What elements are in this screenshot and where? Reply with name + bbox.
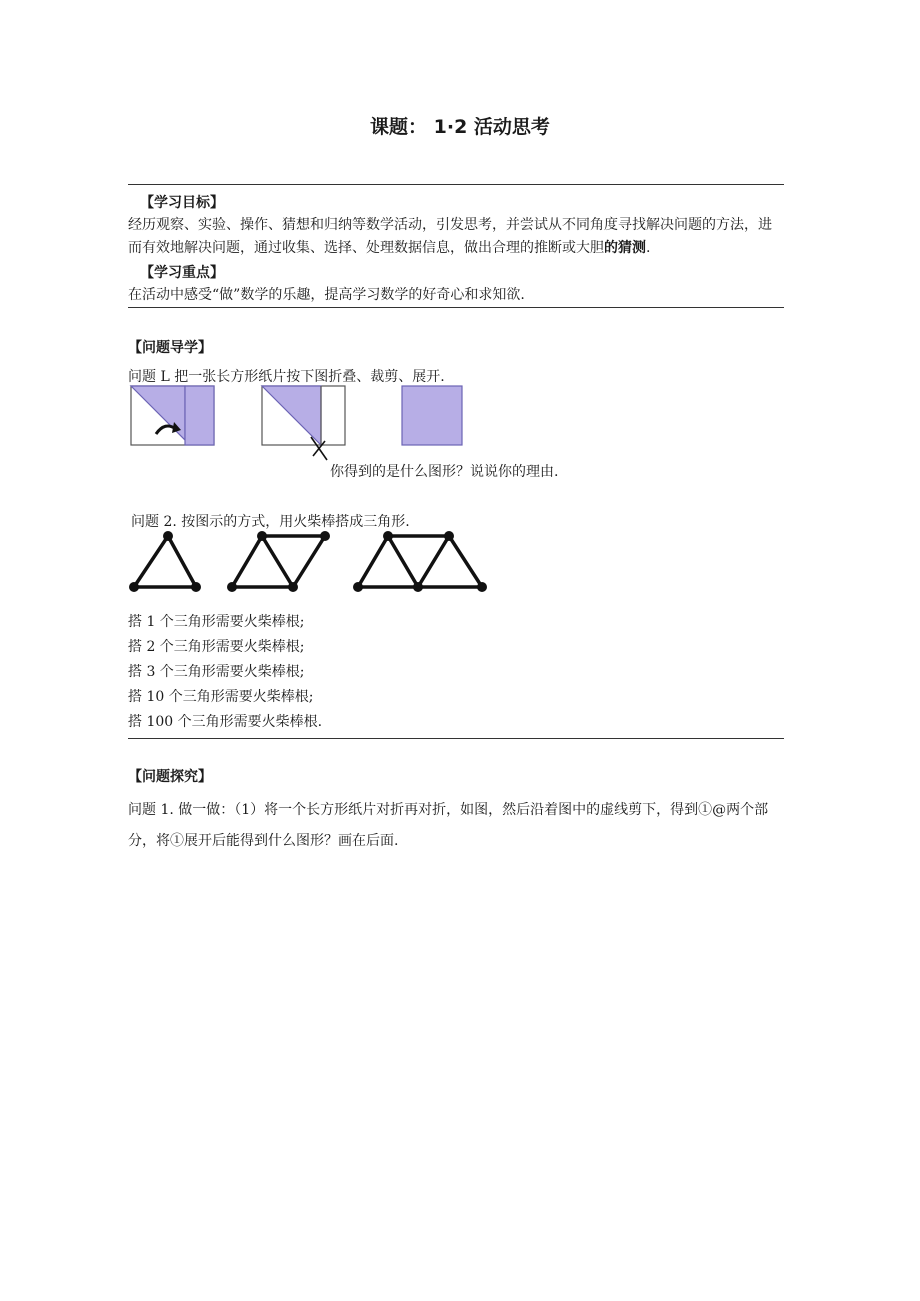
fold-cut-figures xyxy=(125,384,470,464)
question-line-4: 搭 10 个三角形需要火柴棒根; xyxy=(128,689,314,705)
section-divider-2 xyxy=(128,738,784,739)
problem1-question: 你得到的是什么图形？说说你的理由. xyxy=(330,464,559,480)
problem2-text: 问题 2. 按图示的方式，用火柴棒搭成三角形. xyxy=(131,514,410,530)
matchstick-questions xyxy=(128,610,322,735)
top-divider xyxy=(128,184,784,185)
objectives-end: . xyxy=(646,240,651,256)
explore-text: 问题 1. 做一做：（1）将一个长方形纸片对折再对折，如图，然后沿着图中的虚线剪下，得到①@两个部分，将①展开后能得到什么图形？画在后面. xyxy=(128,802,769,849)
problem1-text: 问题 L 把一张长方形纸片按下图折叠、裁剪、展开. xyxy=(128,369,445,385)
objectives-body: 经历观察、实验、操作、猜想和归纳等数学活动，引发思考，并尝试从不同角度寻找解决问题的方法，进而有效地解决问题，通过收集、选择、处理数据信息，做出合理的推断或大胆 xyxy=(128,217,772,256)
fold-figure-2 xyxy=(262,386,345,460)
unfolded-square xyxy=(402,386,462,445)
objectives-heading: 【学习目标】 xyxy=(140,195,224,211)
objectives-text xyxy=(128,214,784,260)
guide-heading: 【问题导学】 xyxy=(128,340,212,356)
section-divider-1 xyxy=(128,307,784,308)
keypoints-heading: 【学习重点】 xyxy=(140,265,224,281)
matchstick-lines xyxy=(134,536,482,587)
keypoints-text: 在活动中感受“做”数学的乐趣，提高学习数学的好奇心和求知欲. xyxy=(128,287,525,303)
question-line-5: 搭 100 个三角形需要火柴棒根. xyxy=(128,714,323,730)
objectives-bold-text: 的猜测 xyxy=(604,240,646,256)
fold-figure-1 xyxy=(131,386,214,445)
matchstick-figures xyxy=(125,530,490,600)
page-title: 课题： 1·2 活动思考 xyxy=(370,116,550,138)
question-line-1: 搭 1 个三角形需要火柴棒根; xyxy=(128,614,305,630)
folded-strip-1 xyxy=(185,386,214,445)
explore-heading: 【问题探究】 xyxy=(128,769,212,785)
question-line-2: 搭 2 个三角形需要火柴棒根; xyxy=(128,639,305,655)
question-line-3: 搭 3 个三角形需要火柴棒根; xyxy=(128,664,305,680)
